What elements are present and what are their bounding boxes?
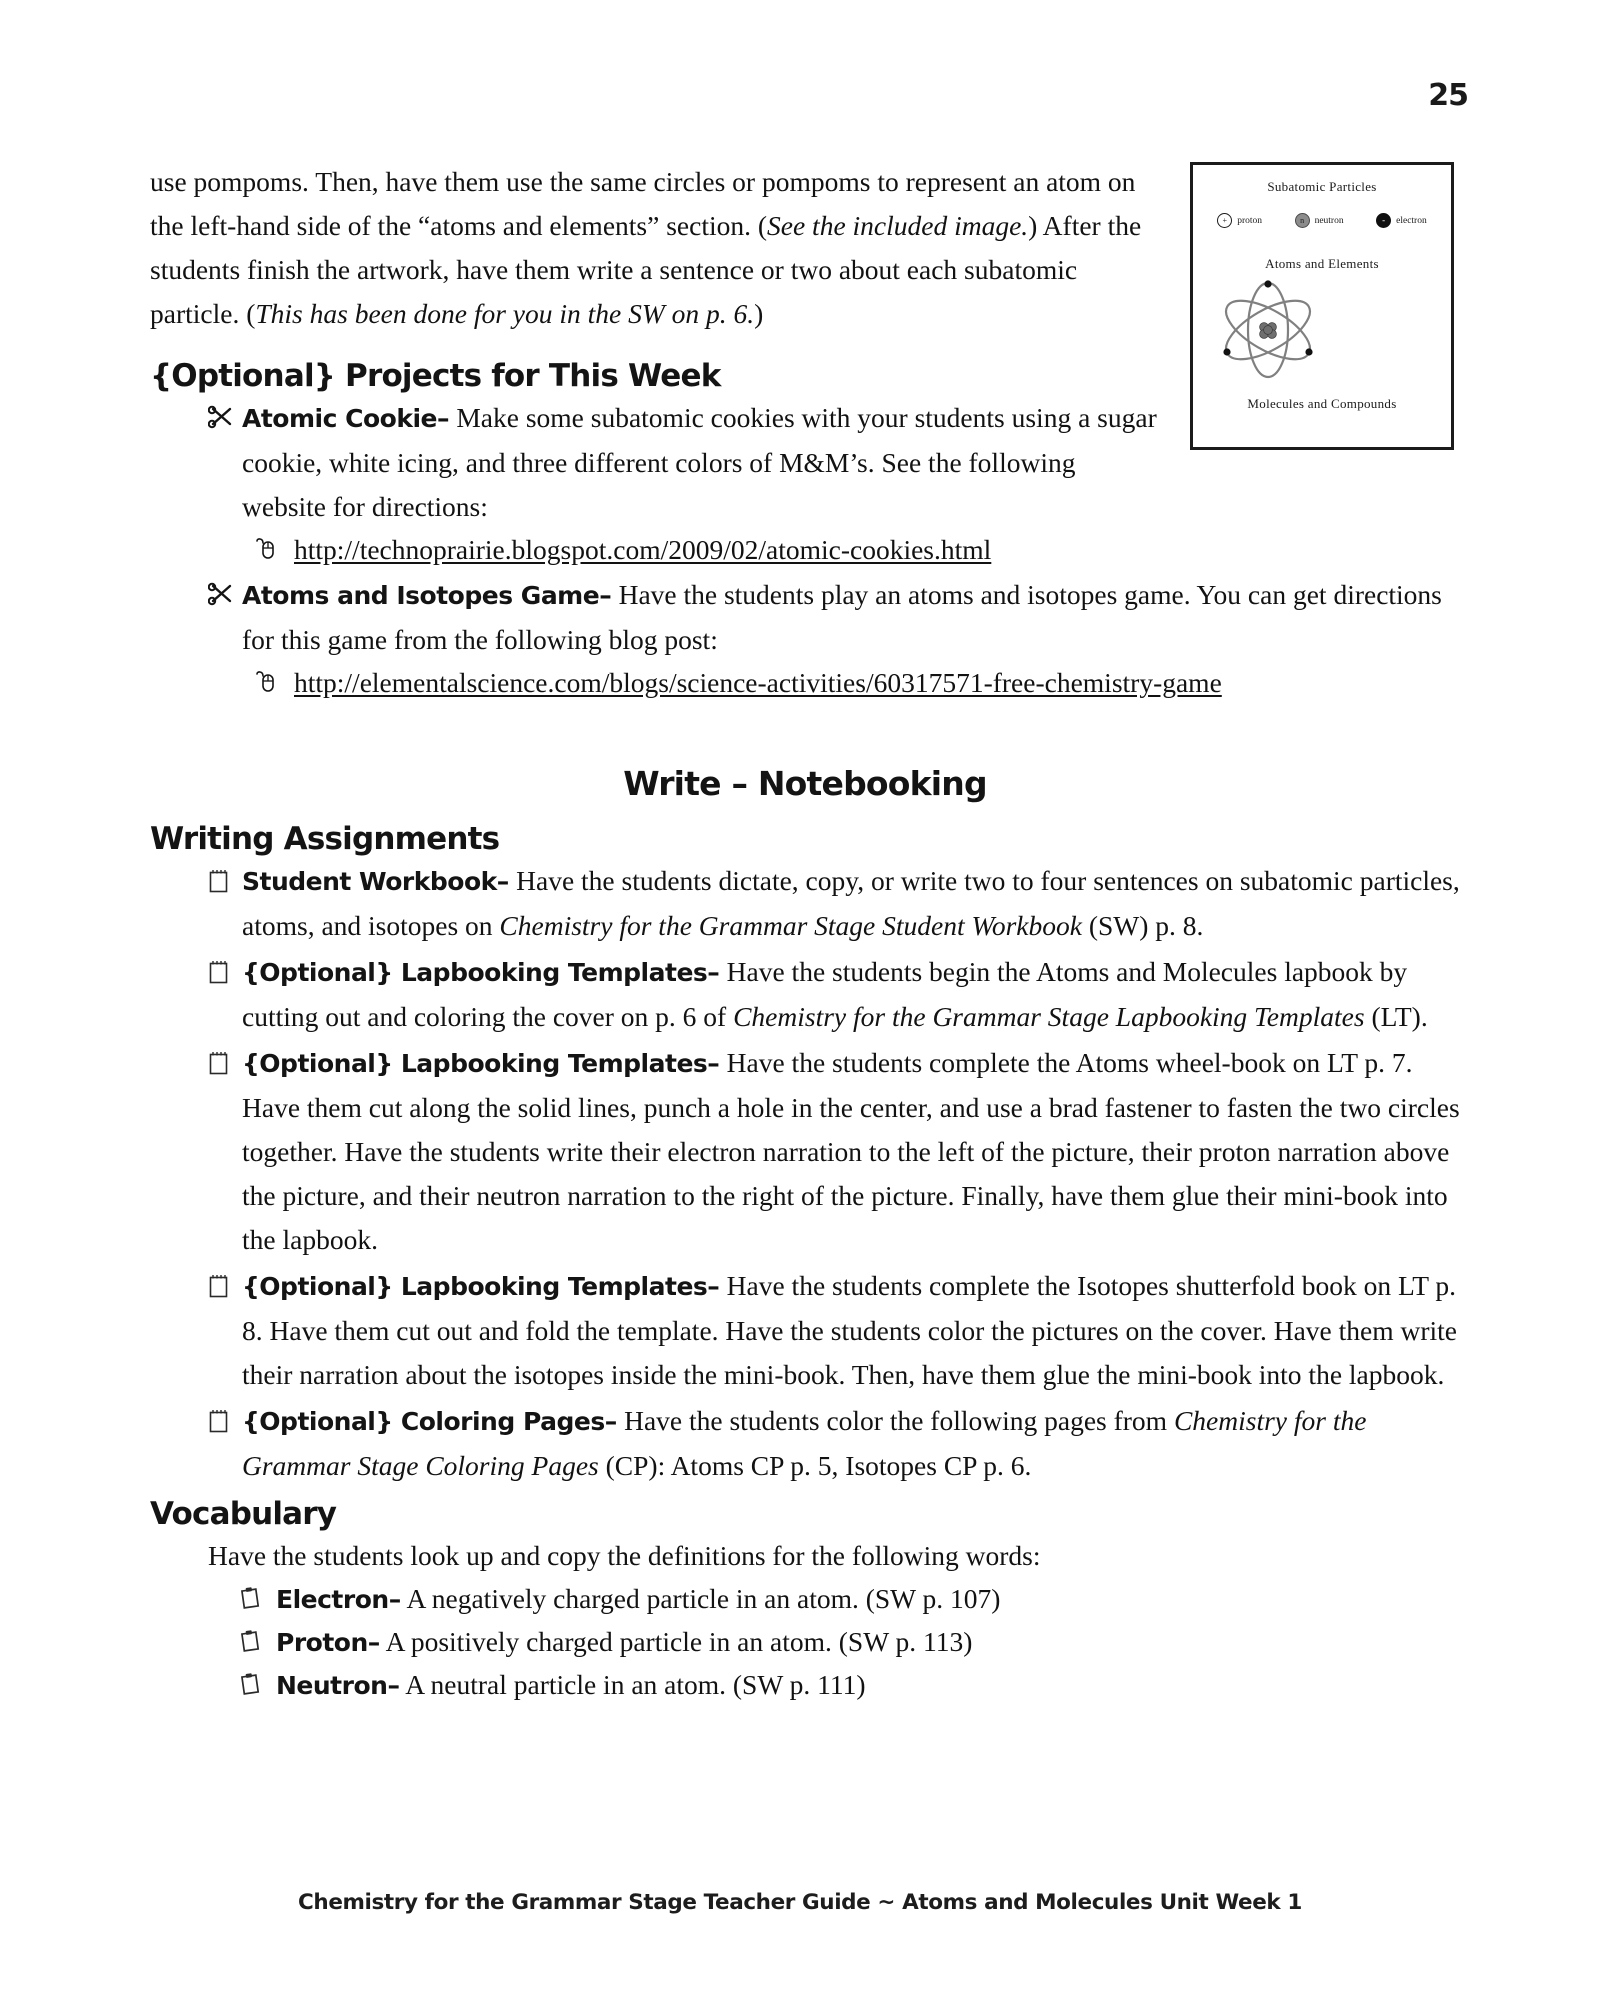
project-term: Atomic Cookie xyxy=(242,404,437,433)
vocabulary-term: Proton xyxy=(276,1628,368,1657)
scissors-icon xyxy=(208,582,242,606)
assignment-text-post: (CP): Atoms CP p. 5, Isotopes CP p. 6. xyxy=(598,1450,1032,1481)
assignment-term: Student Workbook xyxy=(242,867,497,896)
neutron-dot-icon: n xyxy=(1295,213,1310,228)
electron-label: electron xyxy=(1396,215,1427,226)
vocabulary-item-body xyxy=(276,1578,1000,1621)
write-notebooking-heading: Write – Notebooking xyxy=(623,764,987,803)
assignment-text-pre: Have the students dictate, copy, or write two to four sentences on subatomic particles, atoms, and isotopes on xyxy=(242,865,1460,941)
atom-diagram-icon xyxy=(1209,276,1451,384)
particle-proton xyxy=(1217,213,1262,228)
proton-dot-icon: + xyxy=(1217,213,1232,228)
assignment-term: {Optional} Coloring Pages xyxy=(242,1407,605,1436)
assignment-text-post: (LT). xyxy=(1364,1001,1428,1032)
project-text: Make some subatomic cookies with your students using a sugar cookie, white icing, and three different colors of M&M’s. See the following website for directions: xyxy=(242,402,1157,522)
intro-italic-2: This has been done for you in the SW on p. 6. xyxy=(255,298,755,329)
project-dash: – xyxy=(436,404,450,433)
subatomic-figure-box xyxy=(1190,162,1454,450)
assignment-text-italic: Chemistry for the Grammar Stage Student Workbook xyxy=(499,910,1082,941)
vocabulary-term: Electron xyxy=(276,1585,389,1614)
particle-legend xyxy=(1193,213,1451,228)
vocabulary-definition: A neutral particle in an atom. (SW p. 111) xyxy=(405,1669,866,1700)
assignment-item xyxy=(208,859,1460,948)
assignment-text-pre: Have the students complete the Atoms wheel-book on LT p. 7. Have them cut along the solid lines, punch a hole in the center, and use a brad fastener to fasten the two circles together. Have the students write their electron narration to the left of the picture, their proton narration above the picture, and their neutron narration to the right of the picture. Finally, have them glue their mini-book into the lapbook. xyxy=(242,1047,1460,1255)
page-number: 25 xyxy=(1428,78,1468,113)
assignment-text-pre: Have the students color the following pages from xyxy=(624,1405,1174,1436)
figure-container xyxy=(1190,162,1460,450)
clipboard-icon xyxy=(240,1586,276,1610)
assignment-text-pre: Have the students begin the Atoms and Molecules lapbook by cutting out and coloring the cover on p. 6 of xyxy=(242,956,1408,1032)
project-item-body xyxy=(242,396,1164,529)
vocabulary-term: Neutron xyxy=(276,1671,388,1700)
vocabulary-definition: A positively charged particle in an atom. (SW p. 113) xyxy=(385,1626,973,1657)
notepad-icon xyxy=(208,868,242,894)
writing-assignments-heading: Writing Assignments xyxy=(150,821,500,857)
neutron-label: neutron xyxy=(1314,215,1344,226)
project-url-free-chemistry-game[interactable]: http://elementalscience.com/blogs/science-activities/60317571-free-chemistry-game xyxy=(294,667,1222,698)
vocabulary-item-body xyxy=(276,1664,866,1707)
project-item-body xyxy=(242,573,1460,662)
vocabulary-dash: – xyxy=(387,1671,400,1700)
assignment-dash: – xyxy=(604,1407,618,1436)
assignment-body xyxy=(242,1041,1460,1262)
page-footer: Chemistry for the Grammar Stage Teacher Guide ~ Atoms and Molecules Unit Week 1 xyxy=(298,1890,1302,1915)
mouse-icon xyxy=(254,537,294,561)
figure-title-molecules-and-compounds: Molecules and Compounds xyxy=(1247,396,1397,411)
vocabulary-item-body xyxy=(276,1621,972,1664)
mouse-icon xyxy=(254,670,294,694)
assignment-dash: – xyxy=(707,958,720,987)
intro-text-part-1: use pompoms. Then, have them use the same circles or pompoms to represent an atom on the left-hand side of the “atoms and elements” section. ( xyxy=(150,166,1136,241)
assignment-body xyxy=(242,1399,1460,1488)
notepad-icon xyxy=(208,1273,242,1299)
assignment-body xyxy=(242,950,1460,1039)
project-term: Atoms and Isotopes Game xyxy=(242,581,600,610)
proton-label: proton xyxy=(1237,215,1263,226)
project-dash: – xyxy=(599,581,612,610)
scissors-icon xyxy=(208,405,242,429)
assignment-dash: – xyxy=(707,1049,720,1078)
notepad-icon xyxy=(208,1050,242,1076)
assignment-dash: – xyxy=(707,1272,720,1301)
particle-electron xyxy=(1376,213,1427,228)
vocabulary-item-neutron xyxy=(240,1664,1460,1707)
project-url-atomic-cookies[interactable]: http://technoprairie.blogspot.com/2009/02/atomic-cookies.html xyxy=(294,534,992,565)
notepad-icon xyxy=(208,1408,242,1434)
figure-title-atoms-and-elements: Atoms and Elements xyxy=(1265,256,1379,271)
project-item-atoms-isotopes-game xyxy=(208,573,1460,662)
notepad-icon xyxy=(208,959,242,985)
project-item-atomic-cookie xyxy=(208,396,1164,529)
project-url-line-1[interactable] xyxy=(254,529,1460,571)
figure-title-subatomic-particles: Subatomic Particles xyxy=(1267,179,1377,194)
assignment-item xyxy=(208,1399,1460,1488)
vocabulary-intro: Have the students look up and copy the definitions for the following words: xyxy=(208,1540,1041,1571)
assignment-term: {Optional} Lapbooking Templates xyxy=(242,1049,708,1078)
vocabulary-definition: A negatively charged particle in an atom. (SW p. 107) xyxy=(406,1583,1001,1614)
intro-text-part-3: ) xyxy=(754,298,764,329)
vocabulary-dash: – xyxy=(388,1585,402,1614)
assignment-item xyxy=(208,1041,1460,1262)
clipboard-icon xyxy=(240,1672,276,1696)
assignment-term: {Optional} Lapbooking Templates xyxy=(242,1272,708,1301)
projects-heading: {Optional} Projects for This Week xyxy=(150,358,721,394)
project-url-line-2[interactable] xyxy=(254,662,1460,704)
page-content xyxy=(150,160,1460,1707)
assignment-term: {Optional} Lapbooking Templates xyxy=(242,958,708,987)
assignment-text-post: (SW) p. 8. xyxy=(1081,910,1204,941)
electron-dot-icon: - xyxy=(1376,213,1391,228)
vocabulary-item-electron xyxy=(240,1578,1460,1621)
assignment-body xyxy=(242,859,1460,948)
particle-neutron xyxy=(1295,213,1344,228)
assignment-text-italic: Chemistry for the Grammar Stage Coloring Pages xyxy=(242,1405,1367,1481)
intro-italic-1: See the included image. xyxy=(767,210,1029,241)
vocabulary-dash: – xyxy=(367,1628,381,1657)
vocabulary-item-proton xyxy=(240,1621,1460,1664)
project-text: Have the students play an atoms and isotopes game. You can get directions for this game from the following blog post: xyxy=(242,579,1442,655)
vocabulary-heading: Vocabulary xyxy=(150,1496,337,1532)
assignment-item xyxy=(208,950,1460,1039)
assignment-dash: – xyxy=(496,867,510,896)
assignment-text-pre: Have the students complete the Isotopes shutterfold book on LT p. 8. Have them cut out and fold the template. Have the students color the pictures on the cover. Have them write their narration about the isotopes inside the mini-book. Then, have them glue the mini-book into the lapbook. xyxy=(242,1270,1457,1390)
assignment-text-italic: Chemistry for the Grammar Stage Lapbooking Templates xyxy=(733,1001,1365,1032)
assignment-item xyxy=(208,1264,1460,1397)
intro-text-part-2: ) After the students finish the artwork, have them write a sentence or two about each subatomic particle. ( xyxy=(150,210,1142,329)
clipboard-icon xyxy=(240,1629,276,1653)
assignment-body xyxy=(242,1264,1460,1397)
